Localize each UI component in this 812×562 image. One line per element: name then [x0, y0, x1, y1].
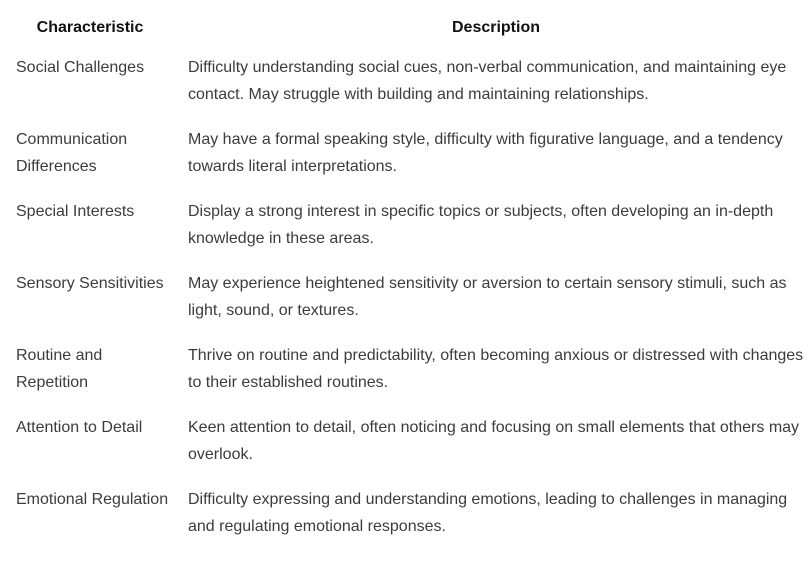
table-row: [0, 342, 812, 414]
description-cell: Difficulty understanding social cues, non-verbal communication, and maintaining eye contact. May struggle with building and maintaining relationships.: [188, 59, 787, 103]
header-row: [0, 14, 812, 54]
characteristic-cell: Social Challenges: [16, 59, 145, 76]
characteristic-cell: Attention to Detail: [16, 419, 143, 436]
description-cell: May experience heightened sensitivity or aversion to certain sensory stimuli, such as light, sound, or textures.: [188, 275, 787, 319]
header-description: Description: [451, 19, 540, 36]
characteristics-table: [0, 14, 812, 558]
characteristic-cell: Special Interests: [16, 203, 135, 220]
description-cell: May have a formal speaking style, difficulty with figurative language, and a tendency towards literal interpretations.: [188, 131, 783, 175]
characteristic-cell: Sensory Sensitivities: [16, 275, 164, 292]
description-cell: Display a strong interest in specific topics or subjects, often developing an in-depth knowledge in these areas.: [188, 203, 774, 247]
table-header: [0, 14, 812, 54]
table-row: [0, 414, 812, 486]
table-row: [0, 126, 812, 198]
characteristic-cell: Routine and Repetition: [16, 347, 103, 391]
characteristic-cell: Emotional Regulation: [16, 491, 169, 508]
table-row: [0, 54, 812, 126]
table-row: [0, 198, 812, 270]
description-cell: Thrive on routine and predictability, often becoming anxious or distressed with changes to their established routines.: [188, 347, 804, 391]
description-cell: Difficulty expressing and understanding emotions, leading to challenges in managing and regulating emotional responses.: [188, 491, 788, 535]
table-row: [0, 486, 812, 558]
characteristic-cell: Communication Differences: [16, 131, 128, 175]
description-cell: Keen attention to detail, often noticing and focusing on small elements that others may overlook.: [188, 419, 800, 463]
header-characteristic: Characteristic: [36, 19, 144, 36]
table-row: [0, 270, 812, 342]
table-body: [0, 54, 812, 558]
